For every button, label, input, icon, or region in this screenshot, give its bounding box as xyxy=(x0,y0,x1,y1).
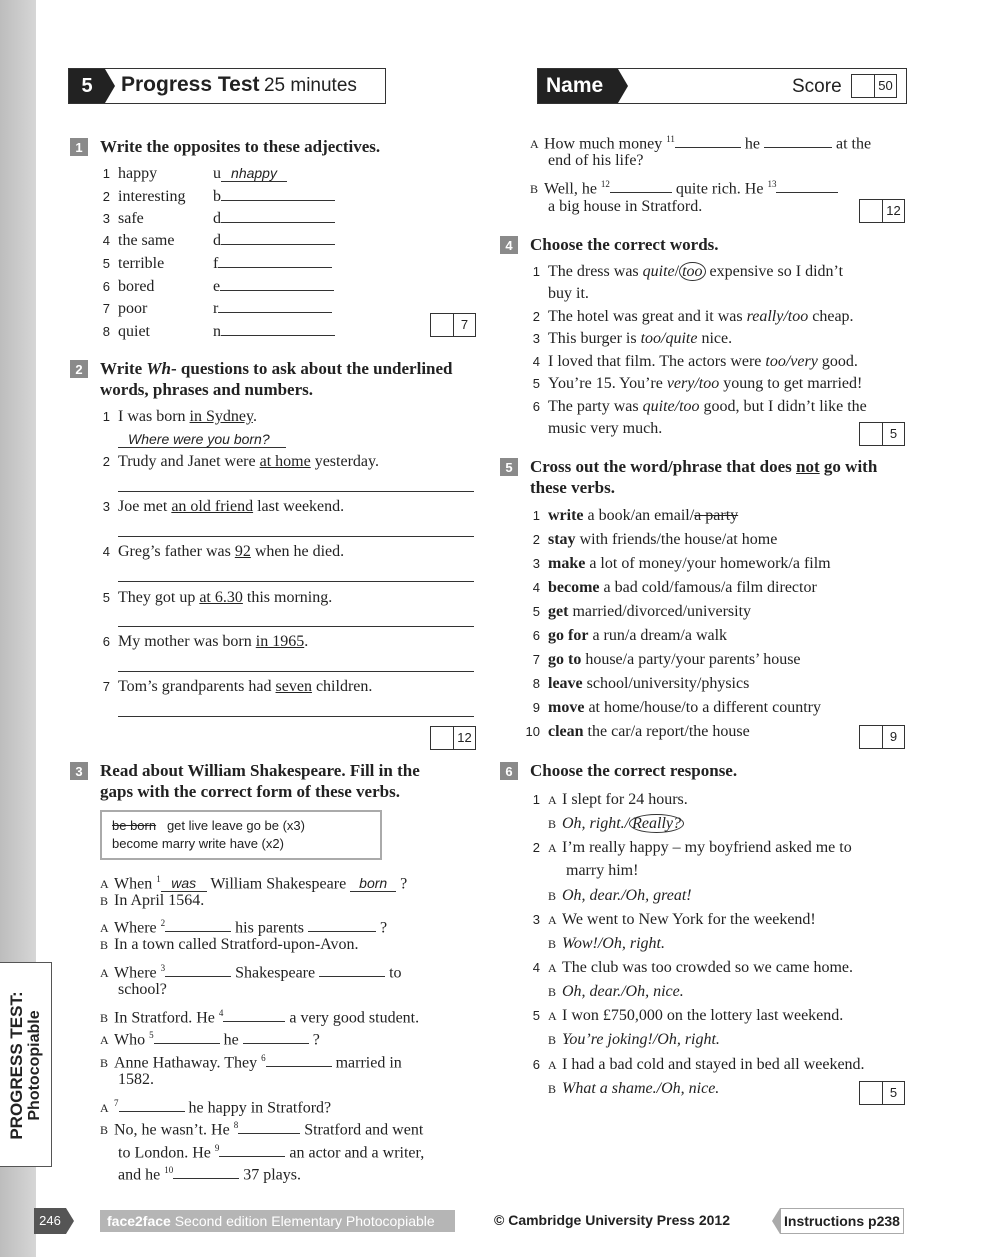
dialogue-line: A When $^1$ was William Shakespeare born ? xyxy=(100,874,408,893)
list-item: 5 They got up at 6.30 this morning. xyxy=(102,589,333,606)
list-item: 5 terrible xyxy=(102,255,165,272)
answer-line[interactable] xyxy=(118,716,474,717)
section-title: Write Wh- questions to ask about the underlined words, phrases and numbers. xyxy=(100,359,453,399)
section-title: Cross out the word/phrase that does not go with these verbs. xyxy=(530,457,878,497)
list-item: 6 go for a run/a dream/a walk xyxy=(532,627,728,644)
answer-line[interactable] xyxy=(118,671,474,672)
total-score-box: 50 xyxy=(851,74,897,98)
dialogue-line: marry him! xyxy=(566,862,639,879)
list-item: 3 Joe met an old friend last weekend. xyxy=(102,498,345,515)
answer-line[interactable] xyxy=(118,491,474,492)
dialogue-line: A $^7$ he happy in Stratford? xyxy=(100,1098,332,1117)
answer-field[interactable]: f xyxy=(213,254,332,274)
list-item: 9 move at home/house/to a different country xyxy=(532,699,821,716)
answer-field[interactable]: n xyxy=(213,322,335,342)
dialogue-line: a big house in Stratford. xyxy=(548,198,703,215)
answer-field[interactable]: b xyxy=(213,187,335,207)
section-number: 2 xyxy=(70,360,88,378)
circled-answer: too xyxy=(679,262,705,281)
dialogue-line: 3 A We went to New York for the weekend! xyxy=(532,911,816,928)
list-item: 10 clean the car/a report/the house xyxy=(525,723,750,740)
dialogue-line: to London. He $^9$ an actor and a writer, xyxy=(118,1143,425,1162)
name-label: Name xyxy=(538,69,618,103)
list-item: 1 The dress was quite/ too expensive so I didn’t xyxy=(532,263,844,280)
arrow-icon xyxy=(66,1208,74,1234)
response-option[interactable]: B Wow!/Oh, right. xyxy=(548,935,665,952)
example-answer[interactable]: Where were you born? xyxy=(118,430,286,450)
list-item: 8 quiet xyxy=(102,323,150,340)
section-score-box[interactable]: 12 xyxy=(430,726,476,750)
dialogue-line: school? xyxy=(118,981,167,998)
score-label: Score xyxy=(792,76,842,97)
list-item: 7 go to house/a party/your parents’ house xyxy=(532,651,801,668)
test-title: Progress Test 25 minutes xyxy=(121,73,357,96)
list-item: 6 My mother was born in 1965. xyxy=(102,633,309,650)
response-option[interactable]: B Oh, right./ Really? xyxy=(548,814,684,834)
dialogue-line: 5 A I won £750,000 on the lottery last weekend. xyxy=(532,1007,844,1024)
sidebar-tab xyxy=(0,962,52,1167)
verb-box: be born get live leave go be (x3) become marry write have (x2) xyxy=(100,810,382,860)
dialogue-line: 1582. xyxy=(118,1071,154,1088)
circled-answer: Really? xyxy=(629,814,684,833)
answer-line[interactable] xyxy=(118,581,474,582)
response-option[interactable]: B What a shame./Oh, nice. xyxy=(548,1080,720,1097)
answer-field[interactable]: u nhappy xyxy=(213,164,287,184)
dialogue-line: A How much money $^{11}$ he at the xyxy=(530,134,872,153)
copyright: © Cambridge University Press 2012 xyxy=(494,1212,730,1228)
section-number: 5 xyxy=(500,458,518,476)
sidebar-line1: PROGRESS TEST: xyxy=(7,991,26,1140)
dialogue-line: A Who $^5$ he ? xyxy=(100,1030,320,1049)
answer-field[interactable]: r xyxy=(213,299,332,319)
dialogue-line: B Well, he $^{12}$ quite rich. He $^{13}$ xyxy=(530,174,838,199)
response-option[interactable]: B Oh, dear./Oh, great! xyxy=(548,887,692,904)
name-box xyxy=(537,68,907,104)
section-score-box[interactable]: 5 xyxy=(859,1081,905,1105)
arrow-left-icon xyxy=(772,1208,780,1234)
list-item: 4 the same xyxy=(102,232,175,249)
list-item: 1 happy xyxy=(102,165,158,182)
arrow-icon xyxy=(618,69,628,103)
section-number: 6 xyxy=(500,762,518,780)
dialogue-line: B Anne Hathaway. They $^6$ married in xyxy=(100,1053,402,1072)
section-number: 3 xyxy=(70,762,88,780)
answer-line[interactable] xyxy=(118,626,474,627)
arrow-icon xyxy=(105,69,115,103)
list-item: music very much. xyxy=(548,420,663,437)
response-option[interactable]: B Oh, dear./Oh, nice. xyxy=(548,983,684,1000)
dialogue-line: A Where $^2$ his parents ? xyxy=(100,918,388,937)
sidebar-line2: Photocopiable xyxy=(26,1010,43,1121)
list-item: 2 The hotel was great and it was really/too cheap. xyxy=(532,308,854,325)
list-item: 4 Greg’s father was 92 when he died. xyxy=(102,543,345,560)
section-score-box[interactable]: 12 xyxy=(859,199,905,223)
answer-field[interactable]: d xyxy=(213,209,335,229)
list-item: 2 interesting xyxy=(102,188,186,205)
list-item: 3 make a lot of money/your homework/a film xyxy=(532,555,831,572)
book-title: face2face Second edition Elementary Photocopiable xyxy=(100,1210,455,1232)
dialogue-line: end of his life? xyxy=(548,152,644,169)
unit-number: 5 xyxy=(69,69,105,103)
list-item: 2 stay with friends/the house/at home xyxy=(532,531,778,548)
dialogue-line: 2 A I’m really happy – my boyfriend asked me to xyxy=(532,839,852,856)
title-box xyxy=(68,68,386,104)
section-score-box[interactable]: 5 xyxy=(859,422,905,446)
dialogue-line: B In April 1564. xyxy=(100,892,205,909)
dialogue-line: B In a town called Stratford-upon-Avon. xyxy=(100,936,359,953)
dialogue-line: B In Stratford. He $^4$ a very good student. xyxy=(100,1008,420,1027)
dialogue-line: 4 A The club was too crowded so we came home. xyxy=(532,959,854,976)
list-item: buy it. xyxy=(548,285,589,302)
section-number: 4 xyxy=(500,236,518,254)
dialogue-line: 1 A I slept for 24 hours. xyxy=(532,791,688,808)
section-title: Choose the correct words. xyxy=(530,235,719,254)
section-number: 1 xyxy=(70,138,88,156)
list-item: 6 The party was quite/too good, but I didn’t like the xyxy=(532,398,867,415)
instructions-link[interactable]: Instructions p238 xyxy=(780,1208,904,1234)
list-item: 3 safe xyxy=(102,210,144,227)
section-title: Choose the correct response. xyxy=(530,761,738,780)
list-item: 1 I was born in Sydney. xyxy=(102,408,257,425)
list-item: 4 become a bad cold/famous/a film director xyxy=(532,579,817,596)
section-title: Read about William Shakespeare. Fill in the gaps with the correct form of these verbs. xyxy=(100,761,420,801)
list-item: 7 Tom’s grandparents had seven children. xyxy=(102,678,373,695)
list-item: 7 poor xyxy=(102,300,148,317)
list-item: 8 leave school/university/physics xyxy=(532,675,750,692)
section-score-box[interactable]: 7 xyxy=(430,313,476,337)
dialogue-line: B No, he wasn’t. He $^8$ Stratford and went xyxy=(100,1120,424,1139)
dialogue-line: A Where $^3$ Shakespeare to xyxy=(100,963,402,982)
answer-field[interactable]: d xyxy=(213,231,335,251)
list-item: 5 get married/divorced/university xyxy=(532,603,752,620)
answer-line[interactable] xyxy=(118,536,474,537)
answer-field[interactable]: e xyxy=(213,277,334,297)
list-item: 6 bored xyxy=(102,278,155,295)
list-item: 5 You’re 15. You’re very/too young to get married! xyxy=(532,375,863,392)
list-item: 4 I loved that film. The actors were too/very good. xyxy=(532,353,858,370)
response-option[interactable]: B You’re joking!/Oh, right. xyxy=(548,1031,720,1048)
list-item: 2 Trudy and Janet were at home yesterday. xyxy=(102,453,379,470)
dialogue-line: 6 A I had a bad cold and stayed in bed all weekend. xyxy=(532,1056,865,1073)
page-number: 246 xyxy=(34,1208,66,1234)
section-title: Write the opposites to these adjectives. xyxy=(100,137,381,156)
list-item: 1 write a book/an email/a party xyxy=(532,507,739,524)
dialogue-line: and he $^{10}$ 37 plays. xyxy=(118,1165,301,1184)
section-score-box[interactable]: 9 xyxy=(859,725,905,749)
list-item: 3 This burger is too/quite nice. xyxy=(532,330,733,347)
